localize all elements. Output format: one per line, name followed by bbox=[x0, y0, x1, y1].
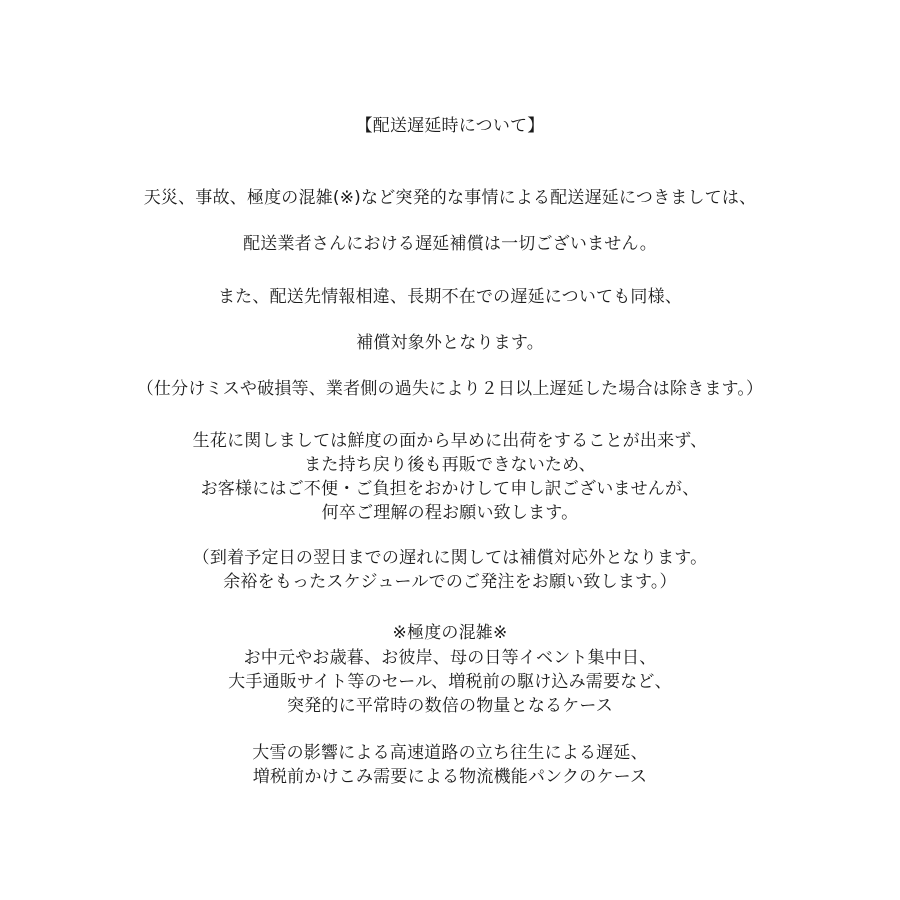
paragraph-delay-cause: 天災、事故、極度の混雑(※)など突発的な事情による配送遅延につきましては、 bbox=[143, 188, 757, 208]
paragraph-fresh-flowers-line: 何卒ご理解の程お願い致します。 bbox=[321, 503, 579, 523]
notice-title: 【配送遅延時について】 bbox=[355, 116, 545, 136]
paragraph-next-day-delay-line: 余裕をもったスケジュールでのご発注をお願い致します。） bbox=[223, 572, 677, 592]
paragraph-next-day-delay-line: （到着予定日の翌日までの遅れに関しては補償対応外となります。 bbox=[192, 548, 708, 568]
congestion-example-line: 大手通販サイト等のセール、増税前の駆け込み需要など、 bbox=[228, 672, 672, 692]
paragraph-address-mismatch: また、配送先情報相違、長期不在での遅延についても同様、 bbox=[217, 287, 683, 307]
paragraph-no-compensation: 配送業者さんにおける遅延補償は一切ございません。 bbox=[243, 234, 657, 254]
paragraph-not-covered: 補償対象外となります。 bbox=[356, 333, 544, 353]
paragraph-fresh-flowers-line: 生花に関しましては鮮度の面から早めに出荷をすることが出来ず、 bbox=[192, 431, 708, 451]
paragraph-fresh-flowers-line: また持ち戻り後も再販できないため、 bbox=[304, 455, 596, 475]
congestion-example-line: 突発的に平常時の数倍の物量となるケース bbox=[287, 696, 613, 716]
paragraph-fresh-flowers-line: お客様にはご不便・ご負担をおかけして申し訳ございませんが、 bbox=[200, 479, 700, 499]
congestion-heading: ※極度の混雑※ bbox=[392, 623, 508, 643]
congestion-example-line: お中元やお歳暮、お彼岸、母の日等イベント集中日、 bbox=[243, 648, 657, 668]
weather-example-line: 増税前かけこみ需要による物流機能パンクのケース bbox=[252, 767, 648, 787]
paragraph-exception: （仕分けミスや破損等、業者側の過失により２日以上遅延した場合は除きます。） bbox=[136, 379, 764, 399]
weather-example-line: 大雪の影響による高速道路の立ち往生による遅延、 bbox=[252, 743, 648, 763]
